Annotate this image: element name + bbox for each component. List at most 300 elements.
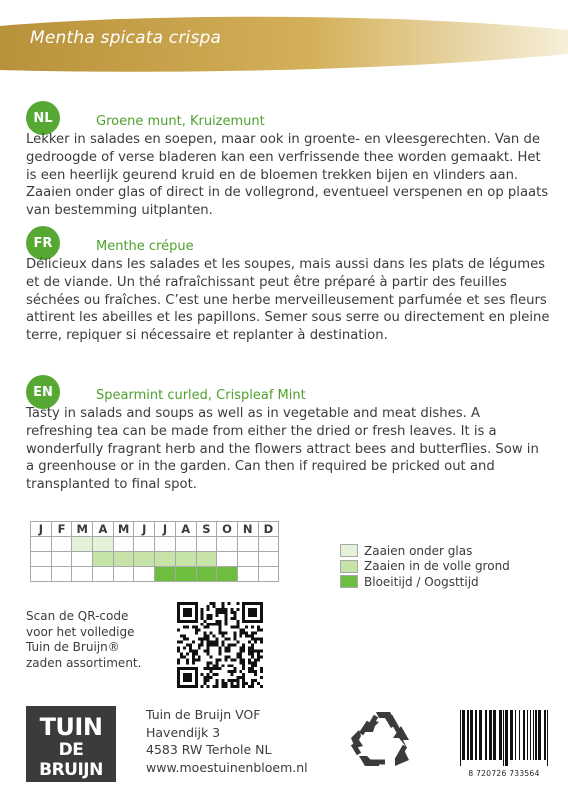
qr-module <box>195 602 198 605</box>
qr-module <box>207 641 210 644</box>
qr-module <box>189 611 192 614</box>
qr-module <box>219 626 222 629</box>
qr-module <box>221 644 224 647</box>
qr-module <box>207 605 210 608</box>
qr-module <box>260 641 263 644</box>
qr-module <box>189 644 192 647</box>
barcode-icon <box>458 710 550 766</box>
month-cell: J <box>134 522 155 537</box>
calendar-row-bloom-harvest <box>31 567 279 582</box>
company-address <box>146 706 308 776</box>
legend-swatch <box>340 544 358 557</box>
qr-module <box>224 685 227 688</box>
qr-module <box>219 632 222 635</box>
qr-module <box>207 679 210 682</box>
qr-module <box>236 655 239 658</box>
qr-module <box>239 652 242 655</box>
qr-module <box>186 614 189 617</box>
qr-module <box>248 611 251 614</box>
qr-module <box>216 673 219 676</box>
qr-module <box>224 649 227 652</box>
qr-module <box>230 626 233 629</box>
qr-module <box>233 658 236 661</box>
qr-module <box>192 667 195 670</box>
qr-module <box>216 614 219 617</box>
qr-module <box>207 608 210 611</box>
qr-module <box>242 679 245 682</box>
qr-module <box>204 632 207 635</box>
qr-module <box>210 670 213 673</box>
qr-module <box>251 620 254 623</box>
qr-module <box>180 652 183 655</box>
qr-module <box>260 649 263 652</box>
qr-module <box>221 664 224 667</box>
qr-module <box>251 646 254 649</box>
qr-module <box>195 608 198 611</box>
qr-module <box>251 602 254 605</box>
qr-module <box>216 667 219 670</box>
qr-module <box>198 638 201 641</box>
qr-module <box>207 664 210 667</box>
qr-module <box>201 644 204 647</box>
calendar-cell <box>31 552 52 567</box>
qr-module <box>186 626 189 629</box>
qr-module <box>180 685 183 688</box>
qr-module <box>224 614 227 617</box>
qr-module <box>177 682 180 685</box>
qr-module <box>210 632 213 635</box>
qr-module <box>248 652 251 655</box>
qr-module <box>207 673 210 676</box>
barcode-bar <box>527 710 528 760</box>
qr-module <box>186 620 189 623</box>
qr-module <box>186 676 189 679</box>
qr-module <box>186 644 189 647</box>
qr-module <box>260 611 263 614</box>
qr-module <box>239 661 242 664</box>
qr-module <box>219 611 222 614</box>
qr-module <box>195 679 198 682</box>
calendar-cell <box>134 552 155 567</box>
calendar-cell <box>51 567 72 582</box>
qr-module <box>224 632 227 635</box>
qr-module <box>248 608 251 611</box>
legend-label: Zaaien onder glas <box>364 543 473 558</box>
qr-module <box>198 646 201 649</box>
qr-module <box>257 649 260 652</box>
legend-swatch <box>340 560 358 573</box>
qr-module <box>186 611 189 614</box>
calendar-cell <box>237 537 258 552</box>
qr-module <box>242 605 245 608</box>
qr-module <box>213 641 216 644</box>
qr-module <box>216 658 219 661</box>
qr-module <box>221 685 224 688</box>
qr-module <box>227 644 230 647</box>
qr-module <box>239 670 242 673</box>
legend-label: Bloeitijd / Oogsttijd <box>364 574 479 589</box>
barcode-bar <box>475 710 477 760</box>
logo-line-3: SINDS 1870 <box>50 784 92 791</box>
qr-module <box>260 676 263 679</box>
qr-module <box>254 664 257 667</box>
calendar-cell <box>72 552 93 567</box>
qr-module <box>227 655 230 658</box>
qr-module <box>192 602 195 605</box>
calendar-cell <box>93 567 114 582</box>
qr-module <box>180 641 183 644</box>
qr-module <box>195 626 198 629</box>
qr-module <box>201 617 204 620</box>
qr-module <box>186 685 189 688</box>
barcode-bar <box>460 710 461 766</box>
qr-module <box>210 602 213 605</box>
qr-module <box>242 632 245 635</box>
qr-module <box>230 611 233 614</box>
qr-module <box>186 608 189 611</box>
qr-module <box>210 617 213 620</box>
qr-module <box>207 617 210 620</box>
qr-module <box>251 682 254 685</box>
calendar-row-sow-glass <box>31 537 279 552</box>
qr-module <box>230 617 233 620</box>
qr-module <box>251 626 254 629</box>
qr-module <box>201 623 204 626</box>
address-line: 4583 RW Terhole NL <box>146 742 272 757</box>
qr-module <box>242 667 245 670</box>
qr-module <box>216 611 219 614</box>
qr-module <box>195 676 198 679</box>
qr-module <box>239 658 242 661</box>
qr-module <box>221 632 224 635</box>
qr-module <box>189 614 192 617</box>
qr-module <box>251 670 254 673</box>
qr-module <box>257 658 260 661</box>
section-body-en: Tasty in salads and soups as well as in vegetable and meat dishes. A refreshing tea can be made from either the dried or fresh leaves. It is a wonderfully fragrant herb and the flowers attract bees and butterflies. Sow in a greenhouse or in the garden. Can then if required be pricked out and transplanted to final spot. <box>26 406 539 493</box>
qr-module <box>242 646 245 649</box>
calendar-cell <box>155 552 176 567</box>
calendar-cell <box>51 552 72 567</box>
qr-module <box>189 667 192 670</box>
qr-module <box>242 676 245 679</box>
qr-module <box>213 605 216 608</box>
qr-module <box>213 667 216 670</box>
qr-module <box>195 673 198 676</box>
qr-module <box>177 611 180 614</box>
qr-module <box>177 617 180 620</box>
qr-module <box>201 685 204 688</box>
qr-module <box>257 638 260 641</box>
qr-module <box>216 644 219 647</box>
qr-module <box>230 664 233 667</box>
qr-module <box>248 614 251 617</box>
calendar-cell <box>217 567 238 582</box>
qr-module <box>224 620 227 623</box>
qr-module <box>198 658 201 661</box>
qr-module <box>224 655 227 658</box>
qr-module <box>207 667 210 670</box>
month-cell: J <box>155 522 176 537</box>
qr-module <box>219 629 222 632</box>
qr-module <box>192 626 195 629</box>
website-link[interactable]: www.moestuinenbloem.nl <box>146 759 308 775</box>
qr-module <box>224 611 227 614</box>
qr-module <box>180 655 183 658</box>
qr-module <box>219 646 222 649</box>
qr-module <box>195 617 198 620</box>
qr-module <box>192 652 195 655</box>
qr-module <box>195 685 198 688</box>
qr-module <box>204 620 207 623</box>
language-badge-nl: NL <box>26 101 60 135</box>
qr-module <box>260 614 263 617</box>
qr-module <box>216 620 219 623</box>
qr-module <box>227 646 230 649</box>
qr-module <box>239 629 242 632</box>
language-badge-fr: FR <box>26 226 60 260</box>
qr-module <box>177 667 180 670</box>
qr-module <box>221 679 224 682</box>
qr-module <box>195 620 198 623</box>
qr-module <box>251 611 254 614</box>
qr-module <box>177 641 180 644</box>
calendar-cell <box>237 552 258 567</box>
qr-code-icon[interactable] <box>177 602 263 688</box>
qr-module <box>224 638 227 641</box>
qr-module <box>236 608 239 611</box>
barcode-bar <box>499 710 502 760</box>
qr-module <box>192 655 195 658</box>
qr-module <box>221 608 224 611</box>
month-cell: M <box>113 522 134 537</box>
qr-module <box>242 682 245 685</box>
qr-module <box>213 664 216 667</box>
qr-module <box>233 638 236 641</box>
qr-module <box>242 629 245 632</box>
qr-module <box>177 620 180 623</box>
qr-module <box>186 652 189 655</box>
qr-module <box>254 661 257 664</box>
logo-line-1: TUIN <box>39 713 103 741</box>
qr-module <box>216 682 219 685</box>
calendar-cell <box>113 567 134 582</box>
qr-module <box>254 670 257 673</box>
calendar-cell <box>175 567 196 582</box>
qr-module <box>210 623 213 626</box>
qr-module <box>216 664 219 667</box>
qr-module <box>260 667 263 670</box>
qr-module <box>201 641 204 644</box>
calendar-row-sow-ground <box>31 552 279 567</box>
qr-module <box>180 667 183 670</box>
qr-module <box>186 661 189 664</box>
address-line: Havendijk 3 <box>146 724 221 740</box>
qr-module <box>254 614 257 617</box>
qr-module <box>183 608 186 611</box>
qr-module <box>242 602 245 605</box>
qr-module <box>207 652 210 655</box>
barcode-bar <box>515 710 516 760</box>
qr-module <box>219 608 222 611</box>
calendar-cell <box>93 537 114 552</box>
qr-module <box>221 682 224 685</box>
qr-line: Scan de QR-code <box>26 609 129 623</box>
qr-module <box>242 608 245 611</box>
qr-module <box>230 685 233 688</box>
qr-module <box>224 658 227 661</box>
qr-module <box>210 676 213 679</box>
qr-module <box>242 661 245 664</box>
qr-module <box>239 676 242 679</box>
calendar-cell <box>113 537 134 552</box>
month-cell: N <box>237 522 258 537</box>
qr-module <box>233 644 236 647</box>
qr-module <box>233 685 236 688</box>
qr-module <box>183 685 186 688</box>
qr-module <box>207 646 210 649</box>
qr-module <box>210 614 213 617</box>
qr-module <box>233 670 236 673</box>
qr-module <box>207 635 210 638</box>
qr-module <box>236 626 239 629</box>
barcode-number: 8 720726 733564 <box>468 769 540 778</box>
qr-module <box>177 685 180 688</box>
brand-logo <box>26 706 116 791</box>
qr-module <box>216 641 219 644</box>
qr-module <box>204 626 207 629</box>
qr-module <box>213 623 216 626</box>
qr-module <box>230 682 233 685</box>
qr-line: Tuin de Bruijn® <box>26 640 120 654</box>
barcode-bar <box>547 710 548 766</box>
qr-module <box>195 605 198 608</box>
qr-module <box>260 617 263 620</box>
section-title-en: Spearmint curled, Crispleaf Mint <box>96 388 306 403</box>
qr-module <box>189 646 192 649</box>
recycle-icon <box>349 708 417 770</box>
qr-module <box>177 602 180 605</box>
barcode-bar <box>467 710 469 760</box>
qr-module <box>186 673 189 676</box>
qr-module <box>242 658 245 661</box>
qr-module <box>192 641 195 644</box>
qr-module <box>192 658 195 661</box>
qr-module <box>216 638 219 641</box>
qr-module <box>254 608 257 611</box>
qr-module <box>227 679 230 682</box>
calendar-cell <box>51 537 72 552</box>
barcode-bar <box>479 710 482 760</box>
calendar-cell <box>175 537 196 552</box>
qr-module <box>236 652 239 655</box>
qr-module <box>201 608 204 611</box>
barcode-bar <box>489 710 492 760</box>
qr-module <box>216 685 219 688</box>
qr-module <box>245 626 248 629</box>
qr-module <box>230 673 233 676</box>
calendar-cell <box>258 567 279 582</box>
qr-module <box>204 679 207 682</box>
qr-module <box>216 608 219 611</box>
barcode <box>458 710 550 778</box>
qr-module <box>248 658 251 661</box>
qr-module <box>239 635 242 638</box>
qr-module <box>239 632 242 635</box>
qr-module <box>248 635 251 638</box>
barcode-bar <box>493 710 496 760</box>
calendar-cell <box>31 567 52 582</box>
qr-module <box>221 635 224 638</box>
qr-module <box>207 638 210 641</box>
calendar-cell <box>196 567 217 582</box>
qr-module <box>236 676 239 679</box>
calendar-cell <box>72 567 93 582</box>
qr-module <box>251 667 254 670</box>
qr-module <box>177 661 180 664</box>
qr-module <box>180 602 183 605</box>
qr-module <box>221 611 224 614</box>
qr-module <box>189 608 192 611</box>
qr-module <box>221 641 224 644</box>
qr-module <box>251 685 254 688</box>
qr-module <box>242 685 245 688</box>
calendar-cell <box>217 537 238 552</box>
qr-module <box>248 667 251 670</box>
qr-module <box>219 652 222 655</box>
calendar-cell <box>72 537 93 552</box>
qr-module <box>192 661 195 664</box>
qr-module <box>183 602 186 605</box>
qr-module <box>177 629 180 632</box>
qr-module <box>183 635 186 638</box>
month-cell: O <box>217 522 238 537</box>
qr-module <box>201 614 204 617</box>
qr-module <box>251 632 254 635</box>
qr-module <box>239 649 242 652</box>
barcode-bar <box>505 710 508 766</box>
qr-module <box>254 641 257 644</box>
qr-module <box>260 602 263 605</box>
qr-module <box>233 667 236 670</box>
qr-module <box>230 670 233 673</box>
barcode-bar <box>544 710 546 760</box>
barcode-bar <box>510 710 513 760</box>
qr-module <box>257 629 260 632</box>
qr-module <box>257 626 260 629</box>
barcode-bar <box>462 710 465 760</box>
qr-module <box>219 620 222 623</box>
qr-module <box>195 649 198 652</box>
qr-module <box>195 667 198 670</box>
legend-swatch <box>340 575 358 588</box>
qr-module <box>183 667 186 670</box>
qr-module <box>204 649 207 652</box>
qr-module <box>210 644 213 647</box>
qr-module <box>224 608 227 611</box>
qr-module <box>189 685 192 688</box>
qr-module <box>207 644 210 647</box>
qr-module <box>207 649 210 652</box>
qr-module <box>242 644 245 647</box>
qr-module <box>183 620 186 623</box>
qr-module <box>251 661 254 664</box>
month-cell: F <box>51 522 72 537</box>
qr-module <box>257 620 260 623</box>
qr-module <box>236 602 239 605</box>
qr-module <box>189 679 192 682</box>
qr-module <box>233 679 236 682</box>
qr-module <box>251 649 254 652</box>
